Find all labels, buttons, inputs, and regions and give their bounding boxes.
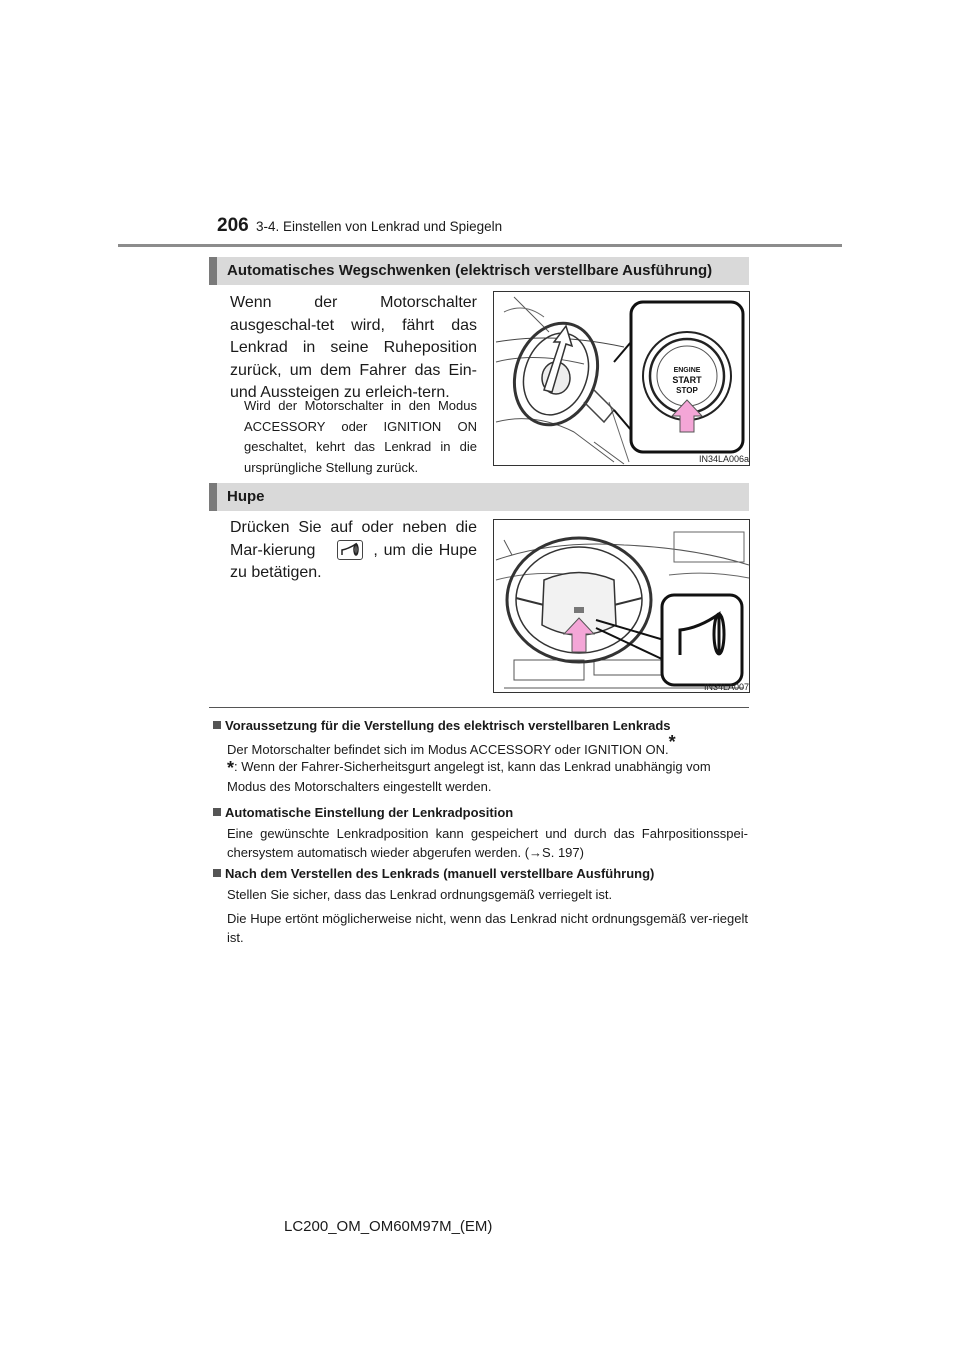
bullet-square-icon	[213, 808, 221, 816]
note-1-footnote: Wenn der Fahrer-Sicherheitsgurt angelegt ist, kann das Lenkrad unabhängig vom Modus des Motorschalters eingestellt werden.	[227, 759, 711, 794]
horn-illustration	[493, 519, 750, 693]
button-label-engine: ENGINE	[673, 367, 701, 374]
note-1-text-block	[227, 732, 748, 760]
auto-tilt-note: Wird der Motorschalter in den Modus ACCESSORY oder IGNITION ON geschaltet, kehrt das Lenkrad in die ursprüngliche Stellung zurück.	[244, 398, 477, 475]
horn-body-text-2: , um die Hupe zu betätigen.	[230, 541, 477, 581]
note-3-text-2: Die Hupe ertönt möglicherweise nicht, wenn das Lenkrad nicht ordnungsgemäß ver-riegelt ist.	[227, 911, 748, 945]
figure-code-1: IN34LA006a	[699, 454, 750, 464]
note-2-text-block	[227, 825, 748, 862]
note-1-title: Voraussetzung für die Verstellung des elektrisch verstellbaren Lenkrads	[225, 718, 671, 733]
note-2-title: Automatische Einstellung der Lenkradposition	[225, 805, 514, 820]
chapter-title: 3-4. Einstellen von Lenkrad und Spiegeln	[256, 219, 503, 234]
footer-doc-code: LC200_OM_OM60M97M_(EM)	[284, 1218, 493, 1235]
header-rule	[118, 244, 842, 247]
note-1-text: Der Motorschalter befindet sich im Modus ACCESSORY oder IGNITION ON.	[227, 742, 669, 757]
steering-wheel-illustration	[493, 291, 750, 466]
section-heading-horn: Hupe	[209, 483, 749, 511]
bullet-square-icon	[213, 869, 221, 877]
note-1-footnote-block: *: Wenn der Fahrer-Sicherheitsgurt angelegt ist, kann das Lenkrad unabhängig vom Modus des Motorschalters eingestellt werden.	[227, 758, 711, 794]
horn-body	[230, 517, 477, 585]
button-label-stop: STOP	[676, 386, 698, 395]
button-label-start: START	[672, 375, 702, 385]
footnote-star: *	[227, 758, 235, 778]
note-3-text-1: Stellen Sie sicher, dass das Lenkrad ordnungsgemäß verriegelt ist.	[227, 887, 613, 902]
bullet-square-icon	[213, 721, 221, 729]
section-divider	[209, 707, 749, 708]
footnote-marker: *	[668, 732, 676, 752]
section-heading-auto-tilt: Automatisches Wegschwenken (elektrisch verstellbare Ausführung)	[209, 257, 749, 285]
note-2-text: Eine gewünschte Lenkradposition kann gespeichert und durch das Fahrpositionsspei-chersystem automatisch wieder abgerufen werden.	[227, 826, 748, 860]
figure-code-2: IN34LA007	[704, 682, 750, 692]
horn-symbol-icon	[337, 540, 363, 560]
note-heading-2	[213, 805, 513, 820]
note-3-title: Nach dem Verstellen des Lenkrads (manuell verstellbare Ausführung)	[225, 866, 655, 881]
page-number: 206	[217, 215, 249, 236]
note-heading-3	[213, 866, 654, 881]
auto-tilt-body: Wenn der Motorschalter ausgeschal-tet wird, fährt das Lenkrad in seine Ruheposition zurück, um dem Fahrer das Ein- und Aussteigen zu erleich-tern.	[230, 294, 477, 401]
note-heading-1	[213, 718, 671, 733]
horn-body-text-1: Drücken Sie auf oder neben die Mar-kierung	[230, 519, 477, 559]
note-2-page-ref[interactable]: (→S. 197)	[524, 844, 584, 860]
